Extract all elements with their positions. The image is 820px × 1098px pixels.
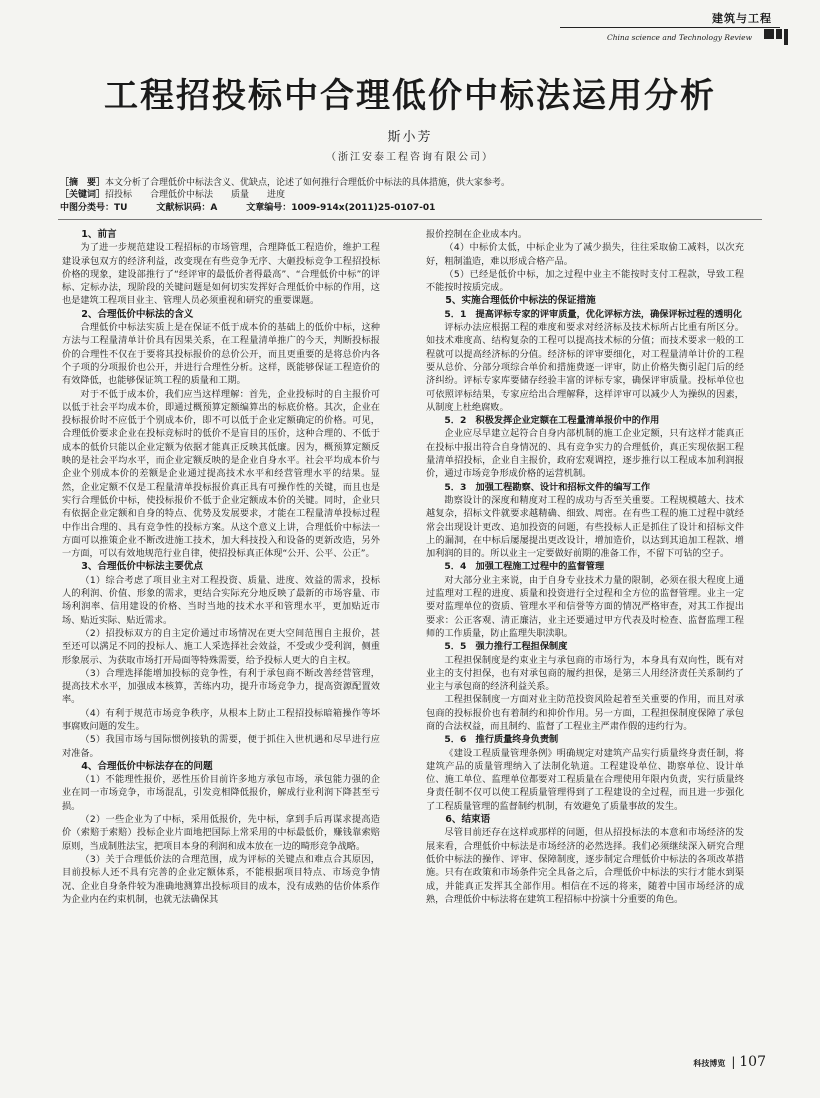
paragraph: 合理低价中标法实质上是在保证不低于成本价的基础上的低价中标，这种方法与工程量清单计价具有因果关系，在工程量清单推广的今天，判断投标报价的合理性不仅在于要将其投标报价的总价公开，而且更重要的是将总价内各个子项的分项报价也公开，并进行合理性分析。这样，既能够保证工程造价的有效降低，也能够保证筑工程的质量和工期。 xyxy=(62,322,380,387)
abstract xyxy=(60,177,760,189)
page-footer xyxy=(693,1054,766,1070)
paragraph: 报价控制在企业成本内。 xyxy=(426,229,528,240)
header-rule xyxy=(560,27,780,28)
subsection-heading: 5．1 提高评标专家的评审质量，优化评标方法，确保评标过程的透明化 xyxy=(444,308,742,320)
meta-divider xyxy=(58,219,762,220)
paragraph: （3）关于合理低价法的合理范围，成为评标的关键点和难点合其原因，目前投标人还不具有完善的企业定额体系，不能根据项目特点、市场竞争情况、企业自身条件较为准确地测算出投标项目的成本，没有成熟的估价体系作为企业内在约束机制，也就无法确保其 xyxy=(62,853,380,905)
paragraph: （4）中标价太低，中标企业为了减少损失，往往采取偷工减料，以次充好，粗制滥造，难以形成合格产品。 xyxy=(426,242,744,267)
article-affiliation: （浙江安泰工程咨询有限公司） xyxy=(326,152,494,163)
section-heading: 1、前言 xyxy=(81,229,117,240)
section-heading: 4、合理低价中标法存在的问题 xyxy=(81,760,213,772)
abstract-label: ［摘 要］ xyxy=(60,178,106,188)
paragraph: （2）招投标双方的自主定价通过市场情况在更大空间范围自主报价，甚至还可以满足不同的投标人、施工人采选择社会效益，不受或少受利润，侧重形象展示、为获取市场打开局面等特殊需要，给予投标人更大的自主权。 xyxy=(62,627,380,666)
paragraph: （5）已经是低价中标，加之过程中业主不能按时支付工程款，导致工程不能按时按质完成。 xyxy=(426,268,744,294)
header-logo-blocks xyxy=(764,29,788,45)
paragraph: （4）有利于规范市场竞争秩序，从根本上防止工程招投标暗箱操作等坏事腐败问题的发生。 xyxy=(62,707,380,732)
footer-journal: 科技博览 xyxy=(693,1059,726,1068)
paragraph: 尽管目前还存在这样或那样的问题，但从招投标法的本意和市场经济的发展来看，合理低价中标法是市场经济的必然选择。我们必须继续深入研究合理低价中标法的操作、评审、保障制度，逐步制定合理低价中标法的各项改革措施。只有在政策和市场条件完全具备之后，合理低价中标法的实行才能水到渠成，并能真正发挥其全部作用。相信在不远的将来，随着中国市场经济的成熟，合理低价中标法将在建筑工程招标中扮演十分重要的角色。 xyxy=(426,827,744,905)
document-code: 文献标识码：A xyxy=(156,203,218,213)
paragraph: 《建设工程质量管理条例》明确规定对建筑产品实行质量终身责任制，将建筑产品的质量管理纳入了法制化轨道。工程建设单位、勘察单位、设计单位、施工单位、监理单位都要对工程质量在合理使用年限内负责，实行质量终身责任制不仅可以使工程质量管理得到了工程建设的全过程，而且进一步强化了工程质量管理的监督制约机制，有效避免了质量事故的发生。 xyxy=(426,747,744,812)
subsection-heading: 5．3 加强工程勘察、设计和招标文件的编写工作 xyxy=(444,481,651,493)
article-number: 文章编号：1009-914x(2011)25-0107-01 xyxy=(246,203,436,213)
paragraph: 勘察设计的深度和精度对工程的成功与否至关重要。工程规模越大、技术越复杂，招标文件就要求越精确、细致、周密。在有些工程的施工过程中就经常会出现设计更改、追加投资的问题，有些投标人正是抓住了设计和招标文件上的漏洞，在中标后屡屡提出更改设计，增加造价，以达到其追加工程款、增加利润的目的。所以业主一定要做好前期的准备工作，不留下可钻的空子。 xyxy=(426,494,744,560)
paragraph: 对大部分业主来说，由于自身专业技术力量的限制，必须在很大程度上通过监理对工程的进度、质量和投资进行全过程和全方位的监督管理。业主一定要对监理单位的资质、管理水平和信誉等方面的情况严格审查，对其工作提出要求：公正客观、清正廉洁，业主还要通过甲方代表及时检查、监督监理工程师的工作质量，防止监理失职渎职。 xyxy=(426,574,744,639)
subsection-heading: 5．4 加强工程施工过程中的监督管理 xyxy=(444,561,605,573)
keywords-text: 招投标 合理低价中标法 质量 进度 xyxy=(105,190,286,200)
footer-separator: | xyxy=(731,1055,736,1069)
right-column xyxy=(426,228,744,906)
subsection-heading: 5．2 积极发挥企业定额在工程量清单报价中的作用 xyxy=(444,415,660,427)
section-heading: 6、结束语 xyxy=(445,814,491,826)
paragraph: （3）合理选择能增加投标的竞争性，有利于承包商不断改善经营管理，提高技术水平，加强成本核算，苦练内功，提升市场竞争力，提高资源配置效率。 xyxy=(62,667,380,706)
paragraph: 工程担保制度一方面对业主防范投资风险起着至关重要的作用，而且对承包商的投标报价也有着制约和抑价作用。另一方面，工程担保制度保障了承包商的合法权益，而且制约、监督了工程业主严肃作假的违约行为。 xyxy=(426,694,744,732)
paragraph: 企业应尽早建立起符合自身内部机制的施工企业定额，只有这样才能真正在投标中报出符合自身情况的、具有竞争实力的合理低价，真正实现依据工程量清单招投标，企业自主报价，政府宏观调控，逐步推行以工程成本加利润报价，通过市场竞争形成价格的运营机制。 xyxy=(426,428,744,480)
paragraph: 工程担保制度是约束业主与承包商的市场行为，本身具有双向性，既有对业主的支付担保，也有对承包商的履约担保，是第三人用经济责任关系制约了业主与承包商的经济利益关系。 xyxy=(426,654,744,693)
keywords-label: ［关键词］ xyxy=(60,190,106,200)
article-title: 工程招投标中合理低价中标法运用分析 xyxy=(104,76,716,116)
paragraph: 对于不低于成本价，我们应当这样理解：首先，企业投标时的自主报价可以低于社会平均成本价，即通过概预算定额编算出的标底价格。其次，企业在投标报价时不应低于个别成本价，即不可以低于企业定额确定的价格。可见，合理低价要求企业在投标竞标时的低价不是盲目的压价，这种合理的、不低于成本的低价只能以企业定额为依据才能真正反映其低廉。因为，概预算定额反映的是社会平均水平，而企业定额反映的是企业自身水平。社会平均成本价与企业个别成本价的差额是企业通过提高技术水平和经营管理水平的结果。显然，企业定额不仅是工程量清单投标报价真正具有可操作性的关键，而且也是实行合理低价中标，使投标报价不低于企业定额成本价的关键。同时，企业只有依据企业定额和自身的特点、优势及发展要求，才能在工程量清单投标过程中作出合理的、具有竞争性的投标方案。从这个意义上讲，合理低价中标法一方面可以推策企业不断改进施工技术，加大科技投入和设备的更新改造，另外一方面，可以有效地规范行业自律，使招投标真正体现“公开、公平、公正”。 xyxy=(62,388,380,560)
paragraph: （2）一些企业为了中标，采用低报价，先中标，拿到手后再谋求提高造价（索赔于索赔）投标企业片面地把国际上常采用的中标最低价，赚钱靠索赔原则，当成制胜法宝，把项目本身的利润和成本放在一边的畸形竞争战略。 xyxy=(62,814,380,852)
section-label: 建筑与工程 xyxy=(712,12,772,25)
paragraph: 为了进一步规范建设工程招标的市场管理，合理降低工程造价，维护工程建设承包双方的经济利益，改变现在有些竞争无序、大砸投标竞争工程招投标价格的现象，建设部推行了“经评审的最低价者得最高”、“合理低价中标”的评标、定标办法，现阶段的关键问题是如何切实发挥好合理低价中标的作用，这也是建筑工程项目业主、管理人员必须重视和研究的重要课题。 xyxy=(62,242,380,307)
section-heading: 5、实施合理低价中标法的保证措施 xyxy=(445,295,596,307)
paragraph: （5）我国市场与国际惯例接轨的需要，便于抓住入世机遇和尽早进行应对准备。 xyxy=(62,734,380,759)
abstract-text: 本文分析了合理低价中标法含义、优缺点，论述了如何推行合理低价中标法的具体措施，供大家参考。 xyxy=(105,178,511,188)
keywords xyxy=(60,189,760,201)
paragraph: （1）综合考虑了项目业主对工程投资、质量、进度、效益的需求，投标人的利润、价值、形象的需求，更结合实际充分地反映了最新的市场容量、市场利润率、信用建设的价格、当时当地的技术水平和管理水平，更加贴近市场、贴近实际、贴近需求。 xyxy=(62,574,380,626)
paragraph: 评标办法应根据工程的难度和要求对经济标及技术标所占比重有所区分。如技术难度高、结构复杂的工程可以提高技术标的分值；而技术要求一般的工程就可以提高经济标的分值。经济标的评审要细化，对工程量清单计价的工程要从总价、分部分项综合单价和措施费逐一评审，防止价格失衡引起门后的经济纠纷。评标专家库要储存经验丰富的评标专家，确保评审质量。投标单位也可依照评标结果，专家应给出合理解释，这样评审可以减少人为操纵的因素，从制度上杜绝腐败。 xyxy=(426,322,744,413)
classification-info xyxy=(60,202,760,214)
journal-name: China science and Technology Review xyxy=(606,33,752,42)
subsection-heading: 5．6 推行质量终身负责制 xyxy=(444,734,559,746)
section-heading: 2、合理低价中标法的含义 xyxy=(81,308,194,320)
left-column xyxy=(62,228,380,906)
page-number: 107 xyxy=(739,1054,766,1070)
article-author: 斯小芳 xyxy=(387,130,433,145)
clc-number: 中图分类号：TU xyxy=(60,203,128,213)
subsection-heading: 5．5 强力推行工程担保制度 xyxy=(444,641,568,653)
paragraph: （1）不能理性报价，恶性压价目前许多地方承包市场，承包能力强的企业在同一市场竞争，市场混乱，引发竞相降低报价，解成行业利润下降甚至亏损。 xyxy=(62,774,380,812)
section-heading: 3、合理低价中标法主要优点 xyxy=(81,561,203,573)
